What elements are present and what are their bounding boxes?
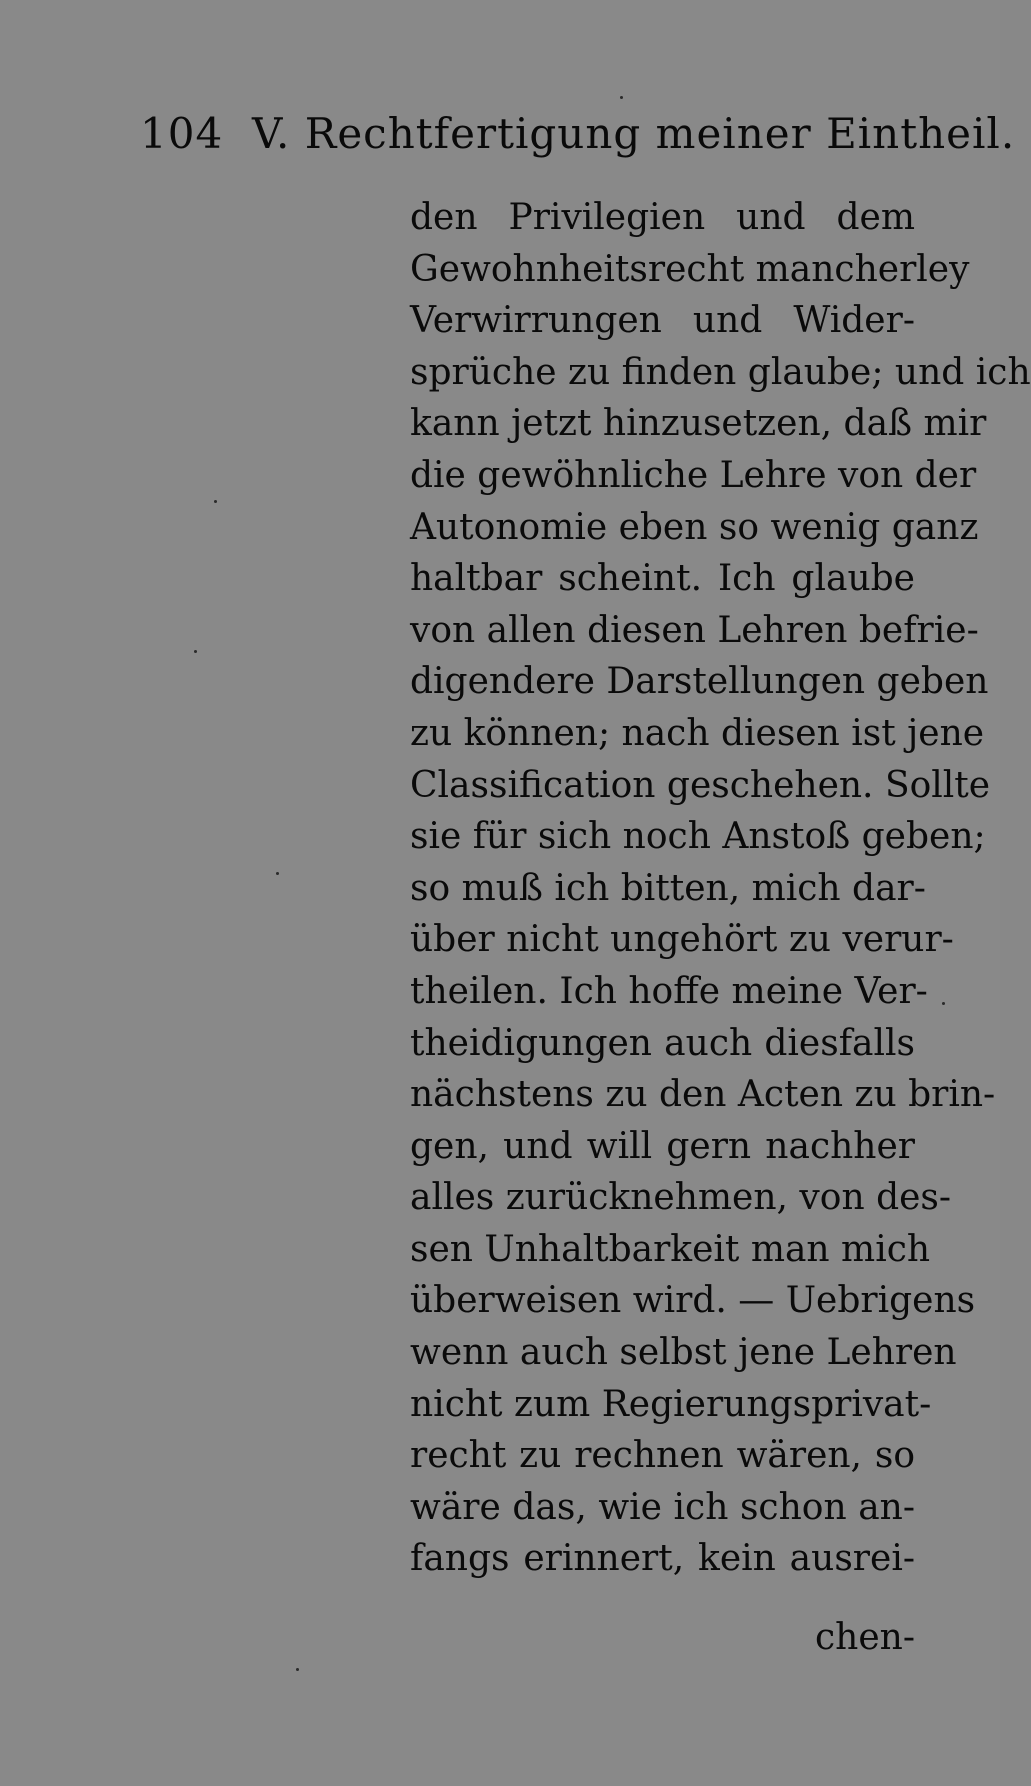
text-line: sprüche zu finden glaube; und ich	[410, 351, 1031, 393]
text-line: über nicht ungehört zu verur-	[410, 919, 954, 961]
text-line: theidigungen auch diesfalls	[410, 1022, 915, 1064]
text-line: überweisen wird. — Uebrigens	[410, 1280, 976, 1322]
text-line: von allen diesen Lehren befrie-	[410, 609, 979, 651]
text-line: sen Unhaltbarkeit man mich	[410, 1228, 931, 1270]
text-line: Autonomie eben so wenig ganz	[410, 506, 979, 548]
text-line: nicht zum Regierungsprivat-	[410, 1383, 932, 1425]
text-line: wäre das, wie ich schon an-	[410, 1486, 915, 1528]
text-line: den Privilegien und dem	[410, 197, 915, 238]
text-line: haltbar scheint. Ich glaube	[410, 558, 915, 600]
text-line: die gewöhnliche Lehre von der	[410, 454, 977, 496]
print-speck	[276, 872, 279, 875]
print-speck	[296, 1668, 299, 1671]
text-line: alles zurücknehmen, von des-	[410, 1177, 952, 1219]
running-head	[140, 104, 1016, 164]
text-line: so muß ich bitten, mich dar-	[410, 867, 926, 909]
text-line: fangs erinnert, kein ausrei-	[410, 1538, 915, 1580]
print-speck	[194, 650, 197, 653]
text-line: nächstens zu den Acten zu brin-	[410, 1074, 996, 1116]
print-speck	[942, 1002, 945, 1005]
page-number: 104	[140, 109, 224, 158]
catchword: chen-	[814, 1617, 915, 1658]
text-line: theilen. Ich hoffe meine Ver-	[410, 970, 928, 1012]
text-line: recht zu rechnen wären, so	[410, 1435, 915, 1477]
print-speck	[214, 500, 217, 503]
text-line: Classification geschehen. Sollte	[410, 764, 991, 806]
text-line: digendere Darstellungen geben	[410, 661, 989, 703]
text-line: Gewohnheitsrecht mancherley	[410, 248, 970, 290]
text-line: kann jetzt hinzusetzen, daß mir	[410, 403, 987, 445]
text-line: wenn auch selbst jene Lehren	[410, 1332, 957, 1374]
text-line: gen, und will gern nachher	[410, 1125, 915, 1167]
text-line: Verwirrungen und Wider-	[410, 300, 915, 342]
text-line: sie für sich noch Anstoß geben;	[410, 816, 986, 858]
print-speck	[620, 96, 623, 99]
body-text	[410, 192, 1031, 1585]
running-head-title: V. Rechtfertigung meiner Eintheil.	[252, 109, 1016, 158]
text-line: zu können; nach diesen ist jene	[410, 712, 985, 754]
